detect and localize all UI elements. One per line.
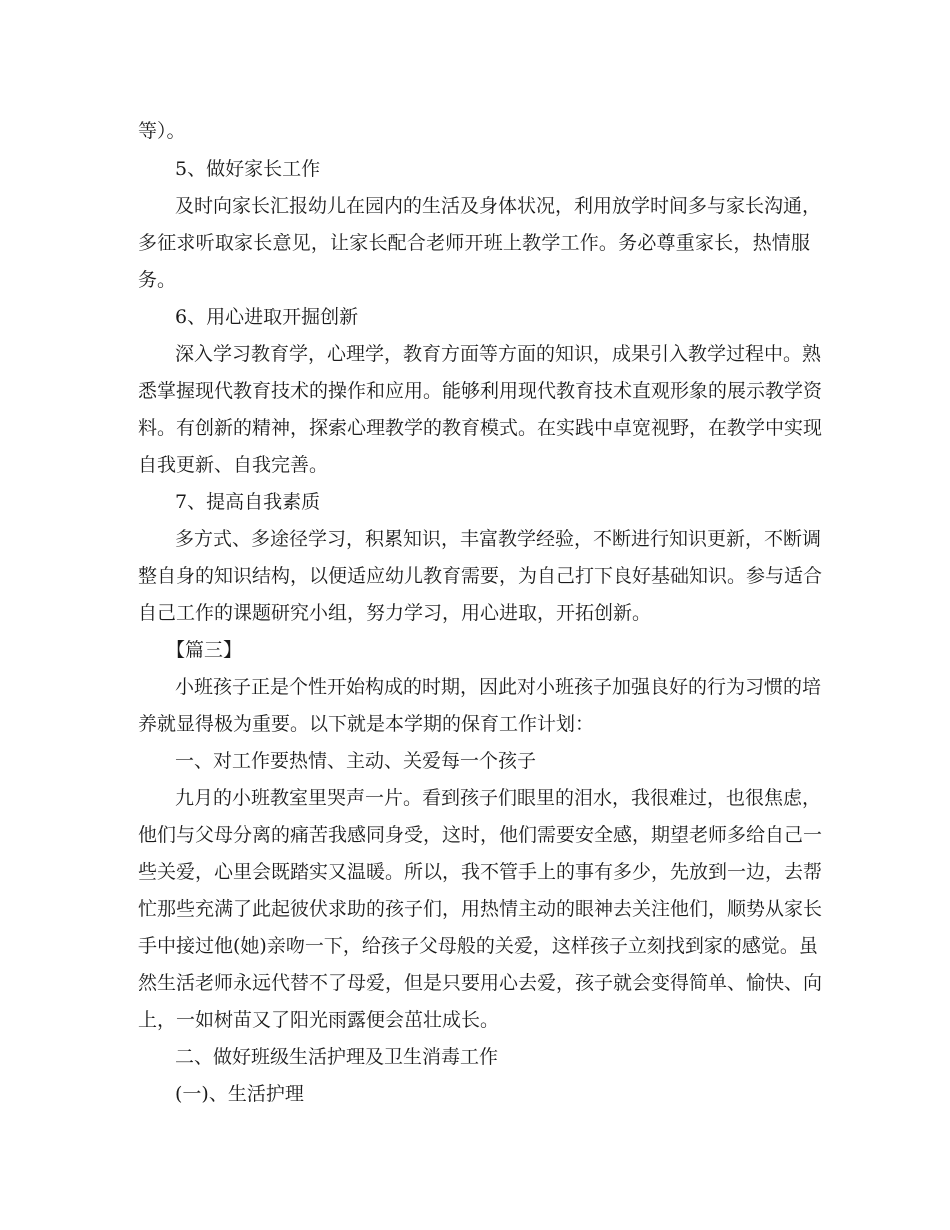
section-heading: 一、对工作要热情、主动、关爱每一个孩子 [175,750,537,772]
paragraph-line: 及时向家长汇报幼儿在园内的生活及身体状况，利用放学时间多与家长沟通， [175,195,822,217]
paragraph-line: 深入学习教育学，心理学，教育方面等方面的知识，成果引入教学过程中。熟 [175,343,822,365]
section-heading: 5、做好家长工作 [175,158,321,180]
text-line: 等）。 [138,120,186,142]
paragraph-line: 悉掌握现代教育技术的操作和应用。能够利用现代教育技术直观形象的展示教学资 [138,380,823,402]
paragraph-line: 养就显得极为重要。以下就是本学期的保育工作计划： [138,713,595,735]
section-heading: 7、提高自我素质 [175,491,321,513]
paragraph-line: 九月的小班教室里哭声一片。看到孩子们眼里的泪水，我很难过，也很焦虑， [175,787,822,809]
paragraph-line: 上，一如树苗又了阳光雨露便会茁壮成长。 [138,1009,500,1031]
paragraph-line: 务。 [138,269,177,291]
subsection-heading: (一)、生活护理 [175,1083,304,1105]
paragraph-line: 整自身的知识结构，以便适应幼儿教育需要，为自己打下良好基础知识。参与适合 [138,565,823,587]
paragraph-line: 料。有创新的精神，探索心理教学的教育模式。在实践中卓宽视野，在教学中实现 [138,417,823,439]
paragraph-line: 然生活老师永远代替不了母爱，但是只要用心去爱，孩子就会变得简单、愉快、向 [138,972,823,994]
paragraph-line: 些关爱，心里会既踏实又温暖。所以，我不管手上的事有多少，先放到一边，去帮 [138,861,823,883]
paragraph-line: 忙那些充满了此起彼伏求助的孩子们，用热情主动的眼神去关注他们，顺势从家长 [138,898,823,920]
paragraph-line: 多方式、多途径学习，积累知识，丰富教学经验，不断进行知识更新，不断调 [175,528,822,550]
section-heading: 二、做好班级生活护理及卫生消毒工作 [175,1046,499,1068]
paragraph-line: 自我更新、自我完善。 [138,454,329,476]
paragraph-line: 自己工作的课题研究小组，努力学习，用心进取，开拓创新。 [138,602,652,624]
paragraph-line: 他们与父母分离的痛苦我感同身受，这时，他们需要安全感，期望老师多给自己一 [138,824,823,846]
section-heading: 6、用心进取开掘创新 [175,306,359,328]
chapter-heading: 【篇三】 [166,639,243,661]
paragraph-line: 小班孩子正是个性开始构成的时期，因此对小班孩子加强良好的行为习惯的培 [175,676,822,698]
paragraph-line: 手中接过他(她)亲吻一下，给孩子父母般的关爱，这样孩子立刻找到家的感觉。虽 [138,935,818,957]
paragraph-line: 多征求听取家长意见，让家长配合老师开班上教学工作。务必尊重家长，热情服 [138,232,810,254]
